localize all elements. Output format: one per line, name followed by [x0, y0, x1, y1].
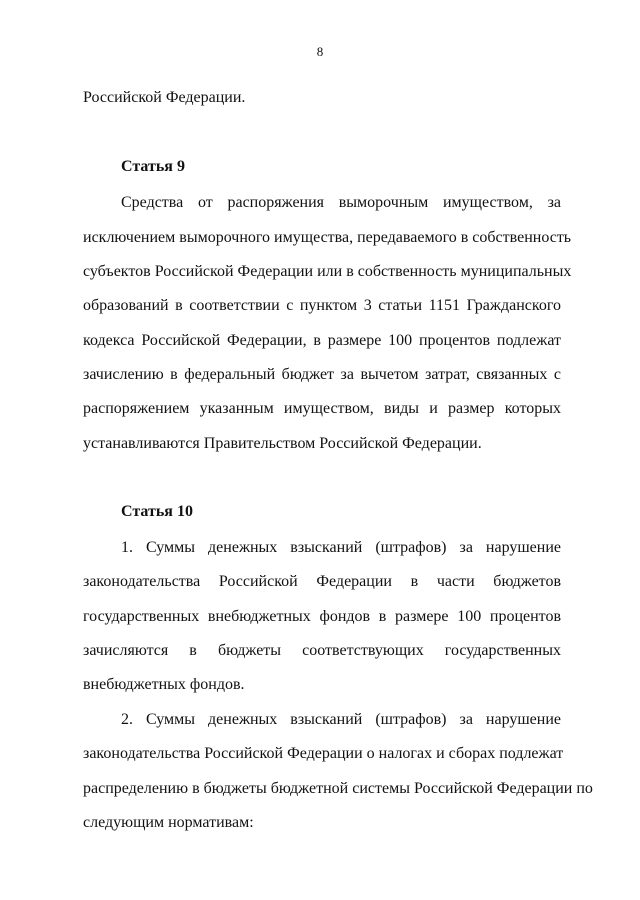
- article-9-line: образований в соответствии с пунктом 3 статьи 1151 Гражданского: [83, 297, 561, 314]
- article-10-para1-line: законодательства Российской Федерации в части бюджетов: [83, 573, 561, 590]
- article-10-para1-line: внебюджетных фондов.: [83, 676, 245, 693]
- page-number: 8: [316, 44, 324, 59]
- article-10-para2-line: распределению в бюджеты бюджетной системы Российской Федерации по: [83, 780, 593, 797]
- article-9-line: устанавливаются Правительством Российской Федерации.: [83, 435, 482, 452]
- article-9-line: распоряжением указанным имуществом, виды и размер которых: [83, 400, 561, 417]
- article-10-para2-line: 2. Суммы денежных взысканий (штрафов) за нарушение: [121, 711, 561, 728]
- article-10-para1-line: государственных внебюджетных фондов в размере 100 процентов: [83, 608, 561, 625]
- article-10-para1-line: зачисляются в бюджеты соответствующих государственных: [83, 642, 561, 659]
- article-9-line: исключением выморочного имущества, передаваемого в собственность: [83, 229, 572, 246]
- article-9-heading: Статья 9: [121, 158, 185, 175]
- article-10-para2-line: следующим нормативам:: [83, 814, 254, 831]
- article-10-para2-line: законодательства Российской Федерации о налогах и сборах подлежат: [83, 745, 564, 762]
- intro-line: Российской Федерации.: [83, 89, 246, 106]
- article-10-heading: Статья 10: [121, 503, 193, 520]
- article-10-para1-line: 1. Суммы денежных взысканий (штрафов) за нарушение: [121, 539, 561, 556]
- article-9-line: Средства от распоряжения выморочным имуществом, за: [121, 194, 561, 211]
- article-9-line: субъектов Российской Федерации или в собственность муниципальных: [83, 263, 572, 280]
- article-9-line: зачислению в федеральный бюджет за вычетом затрат, связанных с: [83, 366, 561, 383]
- article-9-line: кодекса Российской Федерации, в размере 100 процентов подлежат: [83, 332, 561, 349]
